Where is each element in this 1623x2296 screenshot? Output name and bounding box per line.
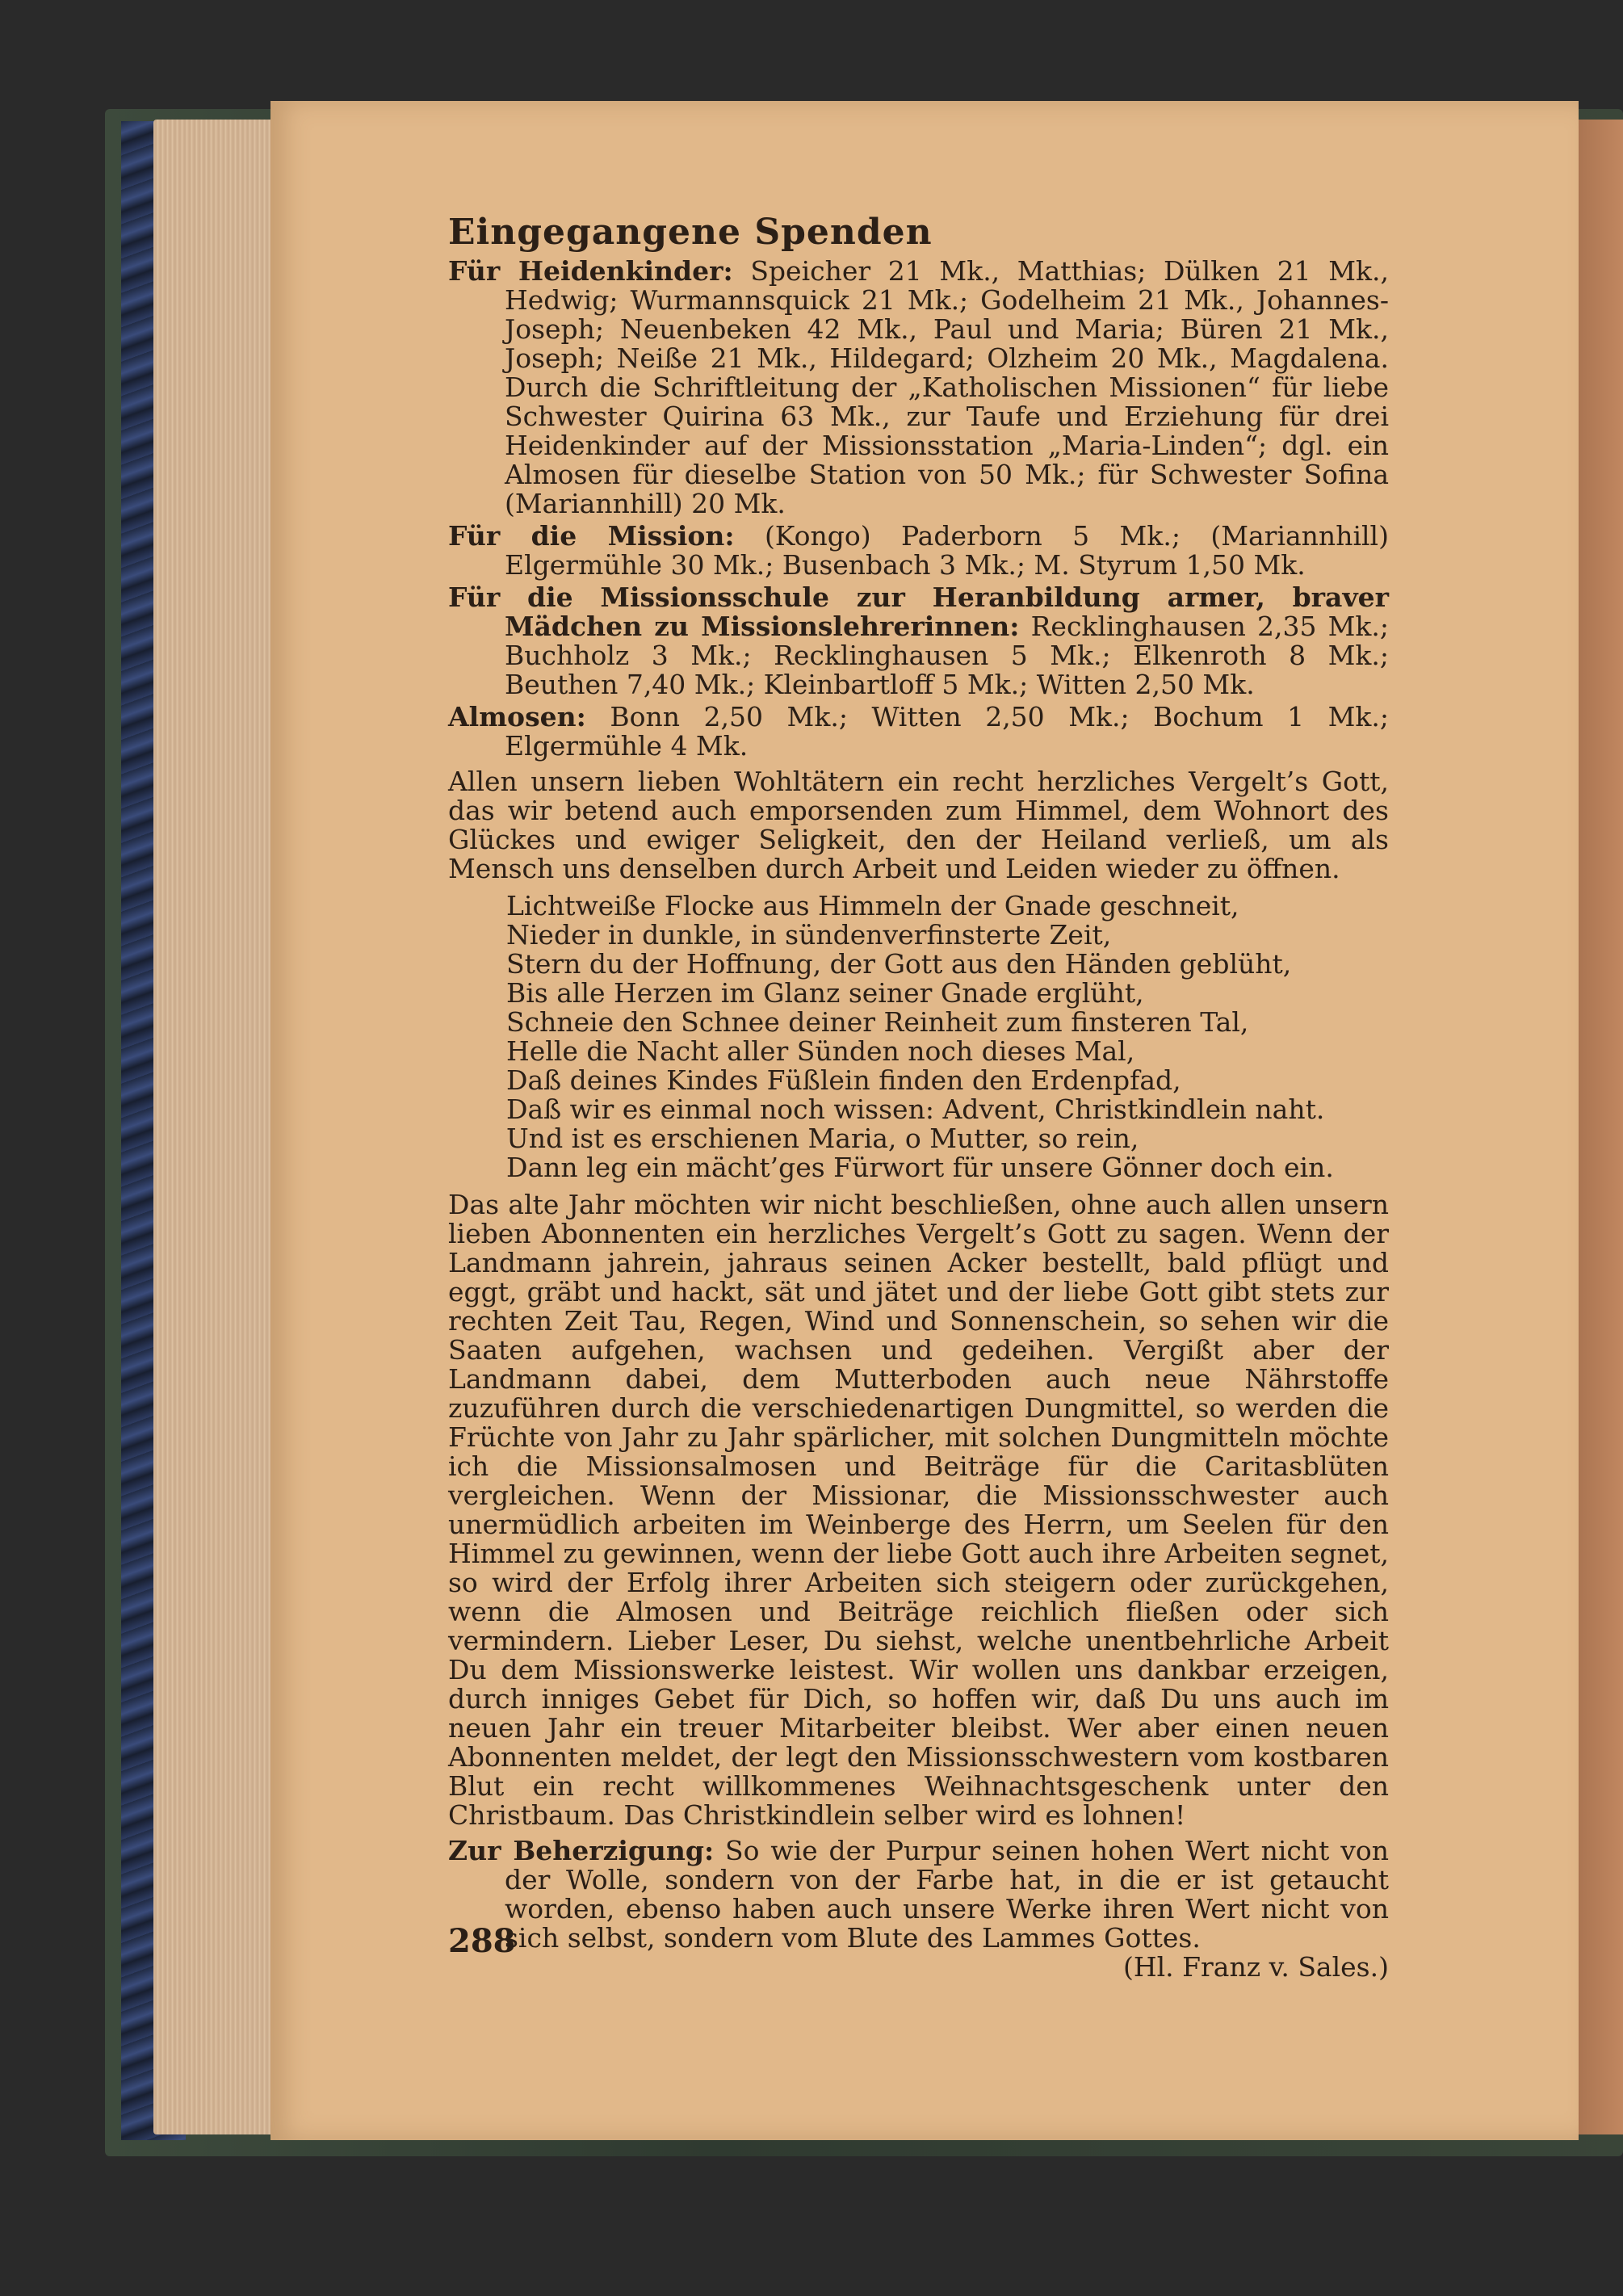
maxim-label: Zur Beherzigung:: [448, 1835, 715, 1866]
maxim-text: So wie der Purpur seinen hohen Wert nicht von der Wolle, sondern von der Farbe hat, in die er ist getaucht worden, ebenso haben auch unsere Werke ihren Wert nicht von sich selbst, sondern vom Blute des Lammes Gottes.: [505, 1835, 1389, 1954]
maxim: [448, 1835, 1389, 1983]
poem-line: Dann leg ein mächt’ges Fürwort für unsere Gönner doch ein.: [506, 1152, 1334, 1183]
poem-line: Und ist es erschienen Maria, o Mutter, so rein,: [506, 1123, 1139, 1154]
poem-line: Nieder in dunkle, in sündenverfinsterte Zeit,: [506, 919, 1112, 951]
poem-line: Schneie den Schnee deiner Reinheit zum finsteren Tal,: [506, 1006, 1249, 1038]
donation-entry-text: Speicher 21 Mk., Matthias; Dülken 21 Mk., Hedwig; Wurmannsquick 21 Mk.; Godelheim 21 Mk., Johannes-Joseph; Neuenbeken 42 Mk., Paul und Maria; Büren 21 Mk., Joseph; Neiße 21 Mk., Hildegard; Olzheim 20 Mk., Magdalena. Durch die Schriftleitung der „Katholischen Missionen“ für liebe Schwester Quirina 63 Mk., zur Taufe und Erziehung für drei Heidenkinder auf der Missionsstation „Maria-Linden“; dgl. ein Almosen für dieselbe Station von 50 Mk.; für Schwester Sofina (Mariannhill) 20 Mk.: [505, 255, 1390, 519]
donation-entry: [448, 257, 1389, 518]
page-heading: Eingegangene Spenden: [448, 212, 933, 253]
donation-list: [448, 257, 1389, 761]
donation-entry-text: Recklinghausen 2,35 Mk.; Buchholz 3 Mk.; Recklinghausen 5 Mk.; Elkenroth 8 Mk.; Beuthen 7,40 Mk.; Kleinbartloff 5 Mk.; Witten 2,50 Mk.: [505, 611, 1389, 700]
page-number: 288: [448, 1922, 516, 1960]
donation-entry-label: Für Heidenkinder:: [448, 255, 733, 287]
poem-line: Bis alle Herzen im Glanz seiner Gnade erglüht,: [506, 977, 1144, 1009]
new-year-paragraph: Das alte Jahr möchten wir nicht beschließen, ohne auch allen unsern lieben Abonnenten ein herzliches Vergelt’s Gott zu sagen. Wenn der Landmann jahrein, jahraus seinen Acker bestellt, bald pflügt und eggt, gräbt und hackt, sät und jätet und der liebe Gott gibt stets zur rechten Zeit Tau, Regen, Wind und Sonnenschein, so sehen wir die Saaten aufgehen, wachsen und gedeihen. Vergißt aber der Landmann dabei, dem Mutterboden auch neue Nährstoffe zuzuführen durch die verschiedenartigen Dungmittel, so werden die Früchte von Jahr zu Jahr spärlicher, mit solchen Dungmitteln möchte ich die Missionsalmosen und Beiträge für die Caritasblüten vergleichen. Wenn der Missionar, die Missionsschwester auch unermüdlich arbeiten im Weinberge des Herrn, um Seelen für den Himmel zu gewinnen, wenn der liebe Gott auch ihre Arbeiten segnet, so wird der Erfolg ihrer Arbeiten sich steigern oder zurückgehen, wenn die Almosen und Beiträge reichlich fließen oder sich vermindern. Lieber Leser, Du siehst, welche unentbehrliche Arbeit Du dem Missionswerke leistest. Wir wollen uns dankbar erzeigen, durch inniges Gebet für Dich, so hoffen wir, daß Du uns auch im neuen Jahr ein treuer Mitarbeiter bleibst. Wer aber einen neuen Abonnenten meldet, der legt den Missionsschwestern vom kostbaren Blut ein recht willkommenes Weihnachtsgeschenk unter den Christbaum. Das Christkindlein selber wird es lohnen!: [448, 1189, 1389, 1831]
poem-line: Helle die Nacht aller Sünden noch dieses Mal,: [506, 1035, 1135, 1067]
donation-entry: [448, 583, 1389, 699]
maxim-attribution: (Hl. Franz v. Sales.): [1122, 1951, 1389, 1983]
donation-entry-text: (Kongo) Paderborn 5 Mk.; (Mariannhill) Elgermühle 30 Mk.; Busenbach 3 Mk.; M. Styrum 1,50 Mk.: [505, 520, 1389, 581]
donation-entry-label: Almosen:: [448, 701, 586, 732]
donation-entry: [448, 703, 1389, 761]
poem-line: Stern du der Hoffnung, der Gott aus den Händen geblüht,: [506, 948, 1292, 980]
donation-entry: [448, 522, 1389, 580]
page-content: [448, 212, 1390, 1983]
poem-line: Daß deines Kindes Füßlein finden den Erdenpfad,: [506, 1064, 1181, 1096]
thanks-paragraph: Allen unsern lieben Wohltätern ein recht herzliches Vergelt’s Gott, das wir betend auch emporsenden zum Himmel, dem Wohnort des Glückes und ewiger Seligkeit, den der Heiland verließ, um als Mensch uns denselben durch Arbeit und Leiden wieder zu öffnen.: [448, 766, 1389, 884]
donation-entry-label: Für die Missionsschule zur Heranbildung armer, braver Mädchen zu Missionslehrerinnen:: [448, 581, 1389, 642]
poem: [506, 892, 1389, 1182]
donation-entry-text: Bonn 2,50 Mk.; Witten 2,50 Mk.; Bochum 1 Mk.; Elgermühle 4 Mk.: [505, 701, 1389, 762]
donation-entry-label: Für die Mission:: [448, 520, 735, 552]
poem-line: Lichtweiße Flocke aus Himmeln der Gnade geschneit,: [506, 890, 1239, 921]
poem-line: Daß wir es einmal noch wissen: Advent, Christkindlein naht.: [506, 1093, 1325, 1125]
